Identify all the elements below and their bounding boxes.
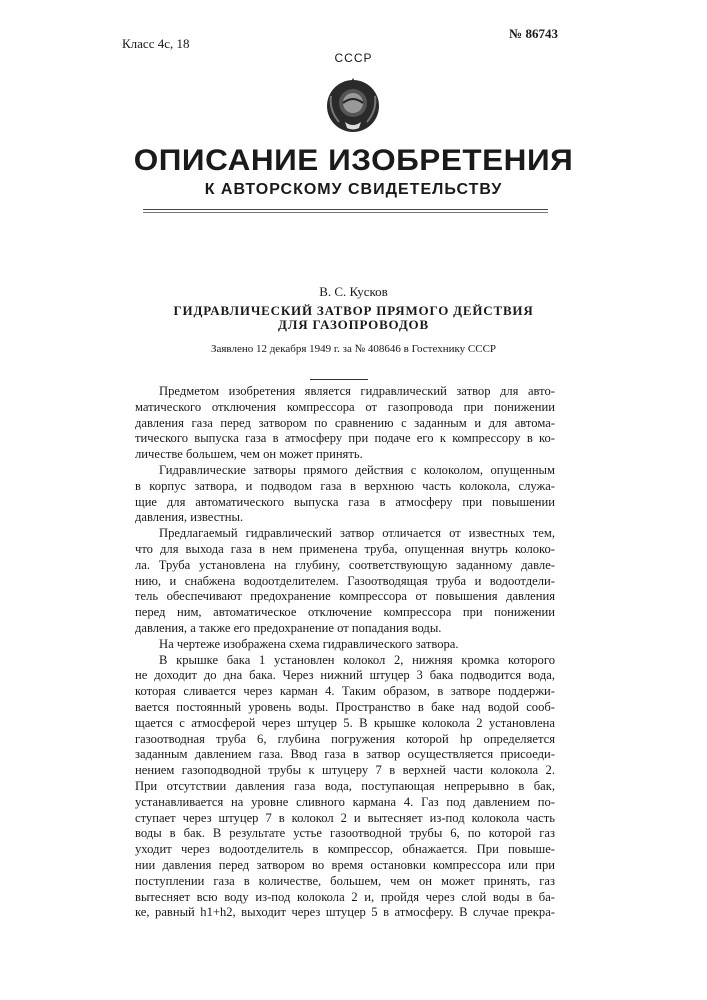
text-line: что для выхода газа в нем применена труба, опущенная внутрь колоко-	[135, 542, 555, 558]
document-subtitle: К АВТОРСКОМУ СВИДЕТЕЛЬСТВУ	[0, 181, 707, 199]
text-line: матического отключения компрессора от газопровода при понижении	[135, 400, 555, 416]
text-line: Предметом изобретения является гидравлический затвор для авто-	[135, 384, 555, 400]
paragraph	[135, 653, 555, 922]
text-line: ла. Труба установлена на глубину, соответствующую заданному давле-	[135, 558, 555, 574]
paragraph	[135, 637, 555, 653]
text-line: нию, и снабжена водоотделителем. Газоотводящая труба и водоотдели-	[135, 574, 555, 590]
filing-info: Заявлено 12 декабря 1949 г. за № 408646 в Гостехнику СССР	[0, 343, 707, 355]
invention-title-line: ГИДРАВЛИЧЕСКИЙ ЗАТВОР ПРЯМОГО ДЕЙСТВИЯ	[0, 304, 707, 318]
text-line: щие для автоматического выпуска газа в атмосферу при повышении	[135, 495, 555, 511]
invention-title-line: ДЛЯ ГАЗОПРОВОДОВ	[0, 318, 707, 332]
text-line: личестве большем, чем он может принять.	[135, 447, 555, 463]
document-title: ОПИСАНИЕ ИЗОБРЕТЕНИЯ	[0, 144, 707, 178]
text-line: в корпус затвора, и подводом газа в верхнюю часть колокола, служа-	[135, 479, 555, 495]
text-line: поступлении газа в количестве, большем, чем он может принять, газ	[135, 874, 555, 890]
text-line: На чертеже изображена схема гидравлического затвора.	[135, 637, 555, 653]
body-text	[135, 384, 555, 921]
ussr-emblem-icon	[325, 76, 381, 134]
text-line: щается с атмосферой через штуцер 5. В крышке колокола 2 установлена	[135, 716, 555, 732]
text-line: Предлагаемый гидравлический затвор отличается от известных тем,	[135, 526, 555, 542]
patent-class: Класс 4с, 18	[122, 36, 190, 52]
text-line: вытесняет всю воду из-под колокола 2 и, пройдя через слой воды в ба-	[135, 890, 555, 906]
text-line: воды в бак. В результате устье газоотводной трубы 6, по которой газ	[135, 826, 555, 842]
patent-number: № 86743	[500, 26, 558, 42]
text-line: нением газоподводной трубы к штуцеру 7 в верхней части колокола 2.	[135, 763, 555, 779]
text-line: тель обеспечивают предохранение компрессора от повышения давления	[135, 589, 555, 605]
text-line: ке, равный h1+h2, выходит через штуцер 5 в атмосферу. В случае прекра-	[135, 905, 555, 921]
text-line: перед ним, автоматическое отключение компрессора при понижении	[135, 605, 555, 621]
paragraph	[135, 526, 555, 637]
section-divider	[310, 379, 368, 380]
text-line: которая сливается через карман 4. Таким образом, в затворе поддержи-	[135, 684, 555, 700]
text-line: уходит через водоотделитель в компрессор, обнажается. При повыше-	[135, 842, 555, 858]
text-line: Гидравлические затворы прямого действия с колоколом, опущенным	[135, 463, 555, 479]
text-line: газоотводная труба 6, глубина погружения которой hp определяется	[135, 732, 555, 748]
text-line: нии давления перед затвором во время остановки компрессора или при	[135, 858, 555, 874]
text-line: давления, а также его предохранение от попадания воды.	[135, 621, 555, 637]
text-line: В крышке бака 1 установлен колокол 2, нижняя кромка которого	[135, 653, 555, 669]
text-line: устанавливается на уровне сливного кармана 4. Газ под давлением по-	[135, 795, 555, 811]
text-line: не доходит до дна бака. Через нижний штуцер 3 бака подводится вода,	[135, 668, 555, 684]
country-label: СССР	[0, 51, 707, 65]
text-line: ступает через штуцер 7 в колокол 2 и вытесняет из-под колокола часть	[135, 811, 555, 827]
text-line: заданным давлением газа. Ввод газа в затвор осуществляется присоеди-	[135, 747, 555, 763]
header-divider	[143, 209, 548, 213]
paragraph	[135, 384, 555, 463]
text-line: давления газа перед затвором по сравнению с заданным и для автома-	[135, 416, 555, 432]
author-name: В. С. Кусков	[0, 284, 707, 300]
invention-title	[0, 304, 707, 332]
text-line: давления, известны.	[135, 510, 555, 526]
paragraph	[135, 463, 555, 526]
text-line: тического выпуска газа в атмосферу при подаче его к компрессору в ко-	[135, 431, 555, 447]
text-line: При отсутствии давления газа вода, поступающая непрерывно в бак,	[135, 779, 555, 795]
text-line: вается постоянный уровень воды. Пространство в баке над водой сооб-	[135, 700, 555, 716]
